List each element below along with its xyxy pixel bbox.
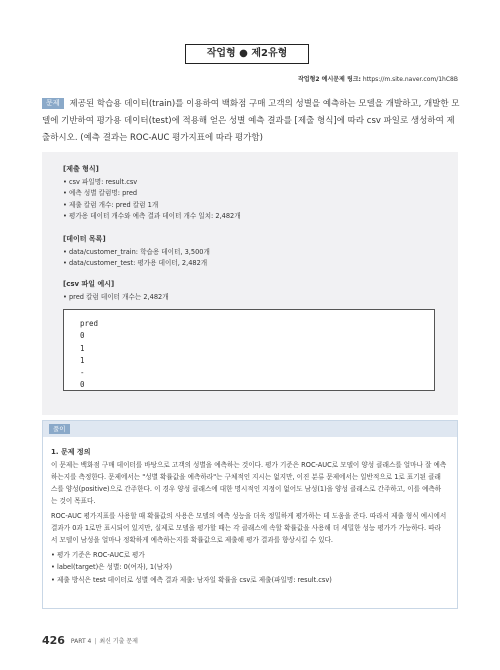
code-line: pred [80,319,99,328]
list-item: • 평가 기준은 ROC-AUC로 평가 [51,549,447,561]
page-number: 426 [42,634,65,647]
list-item: • csv 파일명: result.csv [63,177,241,188]
list-item: • data/customer_train: 학습용 데이터, 3,500개 [63,247,210,258]
problem-statement [42,96,460,147]
submission-format-title: [제출 형식] [63,165,99,173]
code-line: 1 [80,355,85,365]
solution-heading: 1. 문제 정의 [51,448,91,456]
page-footer [42,634,138,647]
data-list-title: [데이터 목록] [63,235,106,243]
footer-separator: | [94,638,97,645]
csv-example-code [63,309,435,391]
section-title: 작업형 ● 제2유형 [185,44,309,64]
list-item: • 제출 칼럼 개수: pred 칼럼 1개 [63,200,241,211]
reference-url[interactable]: https://m.site.naver.com/1hC8B [362,76,458,83]
solution-paragraph: 이 문제는 백화점 구매 데이터를 바탕으로 고객의 성별을 예측하는 것이다. 평가 기준은 ROC-AUC로 모델이 양성 클래스를 얼마나 잘 예측하는지를 측정한다. 문제에서는 "성별 확률값을 예측하라"는 구체적인 지시는 없지만, 이진 분류 문제에서는 일반적으로 1로 표기된 클래스를 양성(positive)으로 간주한다. 이 경우 양성 클래스에 대한 명시적인 지정이 없어도 남성(1)을 양성 클래스로 간주하고, 이를 예측하는 것이 목표다. [51,461,447,505]
list-item: • pred 칼럼 데이터 개수는 2,482개 [63,292,169,303]
problem-text: 제공된 학습용 데이터(train)를 이용하여 백화점 구매 고객의 성별을 예측하는 모델을 개발하고, 개발한 모델에 기반하여 평가용 데이터(test)에 적용해 얻은 성별 예측 결과를 [제출 형식]에 따라 csv 파일로 생성하여 제출하시오. (예측 결과는 ROC-AUC 평가지표에 따라 평가함) [42,99,460,143]
list-item: • 평가용 데이터 개수와 예측 결과 데이터 개수 일치: 2,482개 [63,211,241,222]
list-item: • 제출 방식은 test 데이터로 성별 예측 결과 제출: 남자일 확률을 csv로 제출(파일명: result.csv) [51,574,447,586]
requirements-box [42,152,458,415]
footer-section: 최신 기출 문제 [99,638,138,645]
solution-tag: 풀이 [49,424,70,434]
solution-paragraph: ROC-AUC 평가지표를 사용할 때 확률값의 사용은 모델의 예측 성능을 더욱 정밀하게 평가하는 데 도움을 준다. 따라서 제출 형식 예시에서 결과가 0과 1로만 표시되어 있지만, 실제로 모델을 평가할 때는 각 클래스에 속할 확률값을 사용해 더 세밀한 성능 평가가 가능하다. 따라서 모델이 남성을 얼마나 정확하게 예측하는지를 확률값으로 제출해 평가 결과를 향상시킬 수 있다. [51,512,447,544]
list-item: • data/customer_test: 평가용 데이터, 2,482개 [63,258,210,269]
solution-header [43,421,457,437]
footer-part: PART 4 [70,638,92,645]
code-line: 1 [80,343,85,353]
code-line: - [80,368,85,378]
solution-body [51,447,447,586]
list-item: • 예측 성별 칼럼명: pred [63,188,241,199]
csv-example-title: [csv 파일 예시] [63,280,115,288]
solution-box [42,420,458,609]
csv-example-section [63,279,169,303]
code-line: 0 [80,331,85,341]
reference-link [298,74,458,83]
code-line: 0 [80,380,85,390]
list-item: • label(target)은 성별: 0(여자), 1(남자) [51,561,447,573]
reference-label: 작업형2 예시문제 링크: [298,76,361,83]
problem-badge: 문제 [42,98,64,109]
data-list-section [63,234,210,270]
submission-format-section [63,164,241,223]
